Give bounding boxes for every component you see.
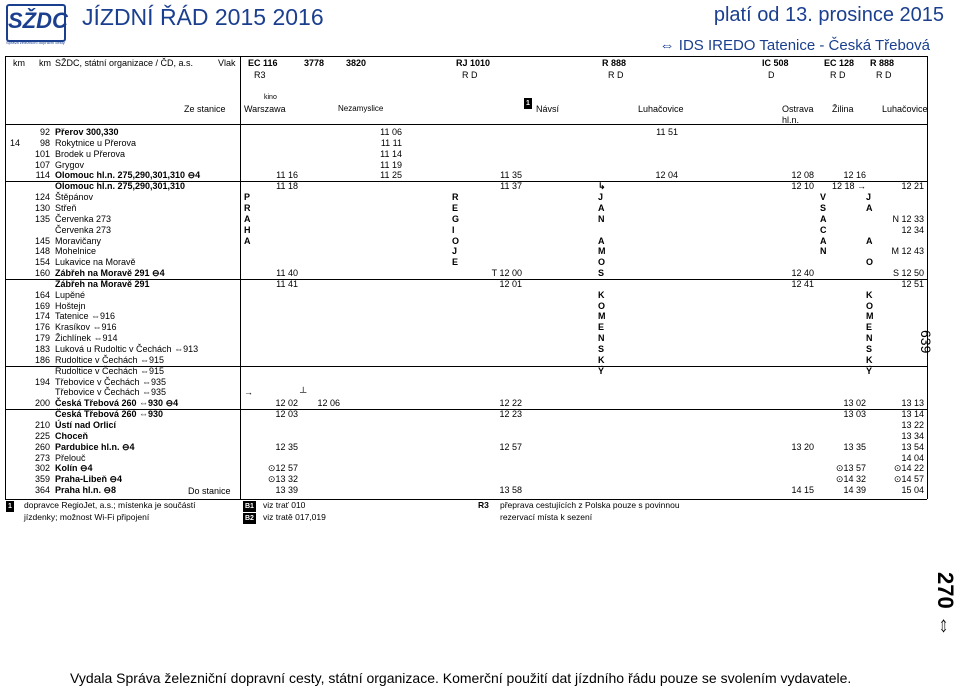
time-cell: A (820, 235, 827, 246)
station-name: Třebovice v Čechách ⇔935 (55, 387, 167, 398)
station-name: Třebovice v Čechách ⇔935 (55, 376, 167, 387)
from-station: Nezamyslice (338, 104, 384, 113)
station-name: Kolín ⊖4 (55, 463, 93, 474)
time-cell: 14 04 (901, 452, 924, 463)
time-cell: 11 14 (380, 148, 402, 159)
station-name: Choceň (55, 430, 89, 441)
time-cell: A (866, 235, 873, 246)
time-cell: S (598, 344, 605, 354)
time-cell: S 12 50 (892, 268, 924, 279)
train-header: R 888 (602, 58, 627, 68)
time-cell: 13 03 (843, 409, 866, 420)
train-header: EC 116 (248, 58, 278, 68)
time-cell: M (598, 246, 606, 257)
station-name: Tatenice ⇔916 (55, 311, 116, 322)
legend-r3-text-b: rezervací místa k sezení (500, 512, 593, 522)
time-cell: 12 04 (655, 170, 678, 181)
station-name: Praha-Libeň ⊖4 (55, 474, 123, 485)
time-cell: O (866, 300, 874, 311)
time-cell: 13 13 (901, 398, 924, 409)
time-cell: K (866, 354, 873, 365)
time-cell: 13 02 (843, 398, 866, 409)
time-cell: 11 51 (656, 127, 678, 137)
time-cell: A (598, 202, 605, 213)
time-cell: 13 54 (901, 441, 924, 452)
station-name: Olomouc hl.n. 275,290,301,310 ⊖4 (55, 170, 201, 181)
km-cell: 176 (34, 322, 50, 333)
km-cell: 101 (34, 148, 50, 159)
time-cell: G (452, 213, 460, 224)
time-cell: 12 03 (275, 409, 298, 420)
time-cell: A (866, 202, 873, 213)
time-cell: 13 35 (843, 441, 866, 452)
from-station: Luhačovice (882, 104, 928, 114)
legend-1-text-b: jízdenky; možnost Wi-Fi připojení (24, 512, 150, 522)
km-cell: 179 (34, 333, 50, 344)
station-name: Žichlínek ⇔914 (55, 333, 118, 344)
station-name: Česká Třebová 260 ⇔930 ⊖4 (55, 398, 179, 409)
time-cell: A (244, 213, 251, 224)
train-category-marks: R D (462, 70, 478, 80)
time-cell: A (598, 235, 605, 246)
station-name: Česká Třebová 260 ⇔930 (55, 409, 164, 420)
legend-r3-text-a: přeprava cestujících z Polska pouze s povinnou (500, 500, 680, 510)
km-cell: 225 (34, 430, 50, 441)
publisher-footer: Vydala Správa železniční dopravní cesty, státní organizace. Komerční použití dat jízdního řádu pouze se svolením vydavatele. (70, 670, 852, 686)
note-1-marker: 1 (526, 100, 530, 107)
km-header-2: km (39, 58, 51, 68)
time-cell: 13 39 (275, 485, 298, 496)
time-cell: P (244, 192, 251, 203)
time-cell: N (598, 333, 605, 344)
time-cell: O (866, 257, 874, 268)
time-cell: 11 37 (500, 181, 522, 192)
station-name: Červenka 273 (55, 213, 112, 224)
station-name: Brodek u Přerova (55, 148, 126, 159)
station-name: Štěpánov (55, 192, 94, 203)
station-column-rule (240, 56, 241, 499)
page-title: JÍZDNÍ ŘÁD 2015 2016 (82, 4, 324, 30)
time-cell: O (598, 257, 606, 268)
station-name: Zábřeh na Moravě 291 ⊖4 (55, 268, 165, 279)
km-cell: 114 (35, 170, 50, 181)
szdc-logo: SŽDC (6, 4, 66, 42)
km-cell: 359 (34, 474, 50, 485)
station-name: Rudoltice v Čechách ⇔915 (55, 354, 165, 365)
time-cell: ⊙13 57 (835, 463, 866, 474)
station-name: Mohelnice (55, 246, 97, 257)
time-cell: 12 23 (499, 409, 522, 420)
time-cell: 13 22 (901, 419, 924, 430)
time-cell: Ý (598, 365, 605, 376)
time-cell: J (866, 192, 872, 203)
train-header: 3778 (304, 58, 325, 68)
train-category-marks: R3 (254, 70, 266, 80)
time-cell: 11 11 (380, 137, 402, 148)
legend-b2-marker: B2 (245, 515, 254, 522)
time-cell: 11 18 (276, 181, 298, 192)
km-cell: 174 (34, 311, 50, 322)
time-cell: 12 18 → (831, 181, 866, 192)
km-cell: 160 (34, 268, 50, 279)
time-cell: O (452, 235, 460, 246)
time-cell: M (598, 311, 606, 322)
time-cell: E (452, 202, 459, 213)
time-cell: 13 34 (901, 430, 924, 441)
train-header: R 888 (870, 58, 895, 68)
time-cell: C (820, 224, 827, 235)
time-cell: 12 35 (275, 441, 298, 452)
time-cell: S (598, 268, 605, 279)
from-station: Ostrava hl.n. (782, 104, 814, 125)
train-label: Vlak (218, 58, 236, 68)
legend-b2-text: viz tratě 017,019 (263, 512, 326, 522)
time-cell: E (866, 322, 873, 333)
from-station: Návsí (536, 104, 560, 114)
train-header: EC 128 (824, 58, 855, 68)
logo-subtitle: Správa železniční dopravní cesty (6, 40, 65, 45)
time-cell: 12 41 (791, 278, 814, 289)
time-cell: K (598, 354, 605, 365)
time-cell: 13 20 (791, 441, 814, 452)
legend-1-text-a: dopravce RegioJet, a.s.; místenka je součástí (24, 500, 196, 510)
train-header: 3820 (346, 58, 367, 68)
km-cell: 200 (34, 398, 50, 409)
time-cell: 12 01 (499, 278, 522, 289)
time-cell: R (244, 202, 251, 213)
time-cell: 12 34 (901, 224, 924, 235)
legend-b1-marker: B1 (245, 503, 254, 510)
station-name: Hoštejn (55, 300, 86, 311)
km-cell: 364 (34, 485, 50, 496)
time-cell: 14 15 (791, 485, 814, 496)
time-cell: N (598, 213, 605, 224)
time-cell: 14 39 (843, 485, 866, 496)
time-cell: A (244, 235, 251, 246)
time-cell: S (820, 202, 827, 213)
time-cell: 12 08 (791, 170, 814, 181)
time-cell: 15 04 (901, 485, 924, 496)
station-name: Ústí nad Orlicí (55, 419, 117, 430)
time-cell: A (820, 213, 827, 224)
time-cell: 13 58 (499, 485, 522, 496)
validity-date: platí od 13. prosince 2015 (713, 4, 944, 26)
time-cell: N (820, 246, 827, 257)
time-cell: 13 14 (901, 409, 924, 420)
km-cell: 14 (9, 137, 20, 148)
km-cell: 273 (34, 452, 50, 463)
table-right-rule (927, 56, 928, 499)
km-header: km (13, 58, 25, 68)
station-name: Červenka 273 (55, 224, 112, 235)
time-cell: 11 16 (276, 170, 298, 181)
legend-b1-text: viz trať 010 (263, 500, 306, 510)
km-cell: 186 (34, 354, 50, 365)
time-cell: ⊙12 57 (267, 463, 298, 474)
train-header: RJ 1010 (456, 58, 491, 68)
km-cell: 260 (34, 441, 50, 452)
table-top-rule (5, 56, 927, 57)
legend-r3-marker: R3 (478, 500, 489, 510)
time-cell: 12 10 (791, 181, 814, 192)
time-cell: S (866, 344, 873, 354)
train-header: IC 508 (762, 58, 789, 68)
time-cell: 12 22 (499, 398, 522, 409)
legend-1-marker: 1 (8, 503, 12, 510)
time-cell: ⊙14 32 (835, 474, 866, 485)
train-category-marks: R D (608, 70, 624, 80)
time-cell: 12 40 (791, 268, 814, 279)
km-cell: 92 (39, 127, 50, 137)
time-cell: 11 35 (500, 170, 522, 181)
station-name: Přerov 300,330 (55, 127, 119, 137)
time-cell: H (244, 224, 251, 235)
time-cell: 11 41 (276, 278, 298, 289)
km-cell: 124 (34, 192, 50, 203)
route-name: ⇔ IDS IREDO Tatenice - Česká Třebová (659, 37, 930, 54)
km-cell: 302 (34, 463, 50, 474)
time-cell: ┴ (300, 387, 307, 398)
time-cell: N 12 33 (892, 213, 924, 224)
time-cell: 11 25 (380, 170, 402, 181)
km-cell: 183 (34, 344, 50, 354)
from-station-label: Ze stanice (184, 104, 226, 114)
station-name: Střeň (55, 202, 77, 213)
from-station: Warszawa (244, 104, 286, 114)
time-cell: E (598, 322, 605, 333)
km-cell: 154 (34, 257, 50, 268)
km-cell: 135 (34, 213, 50, 224)
time-cell: E (452, 257, 459, 268)
side-page-number: 639 (918, 330, 934, 354)
time-cell: ⊙14 22 (893, 463, 924, 474)
station-name: Olomouc hl.n. 275,290,301,310 (55, 181, 186, 192)
station-name: Krasíkov ⇔916 (55, 322, 117, 333)
time-cell: K (866, 289, 873, 300)
km-cell: 210 (34, 419, 50, 430)
time-cell: → (244, 387, 253, 398)
station-name: Zábřeh na Moravě 291 (55, 278, 150, 289)
time-cell: 12 06 (317, 398, 340, 409)
time-cell: 11 19 (380, 159, 402, 170)
station-name: Moravičany (55, 235, 102, 246)
station-name: Lupěné (55, 289, 86, 300)
time-cell: 11 40 (276, 268, 298, 279)
time-cell: J (452, 246, 458, 257)
km-cell: 107 (34, 159, 50, 170)
station-name: Pardubice hl.n. ⊖4 (55, 441, 135, 452)
km-cell: 148 (34, 246, 50, 257)
from-station: Žilina (832, 104, 854, 114)
station-name: Rokytnice u Přerova (55, 137, 137, 148)
time-cell: 12 51 (901, 278, 924, 289)
time-cell: ↳ (598, 181, 606, 192)
station-name: Přelouč (55, 452, 86, 463)
time-cell: 11 06 (380, 127, 402, 137)
train-category-marks: R D (830, 70, 846, 80)
time-cell: J (598, 192, 604, 203)
time-cell: 12 57 (499, 441, 522, 452)
time-cell: 12 16 (843, 170, 866, 181)
kino-label: kino (264, 94, 277, 101)
train-category-marks: D (768, 70, 775, 80)
time-cell: M (866, 311, 874, 322)
km-cell: 130 (34, 202, 50, 213)
time-cell: T 12 00 (491, 268, 522, 279)
station-name: Lukavice na Moravě (55, 257, 136, 268)
time-cell: K (598, 289, 605, 300)
time-cell: M 12 43 (891, 246, 924, 257)
time-cell: ⊙14 57 (893, 474, 924, 485)
time-cell: ⊙13 32 (267, 474, 298, 485)
from-station: Luhačovice (638, 104, 684, 114)
km-cell: 98 (39, 137, 50, 148)
time-cell: R (452, 192, 459, 203)
time-cell: V (820, 192, 827, 203)
km-cell: 145 (34, 235, 50, 246)
side-table-number: 270 ⇔ (933, 572, 958, 637)
km-cell: 194 (34, 376, 50, 387)
km-cell: 169 (34, 300, 50, 311)
time-cell: 12 21 (901, 181, 924, 192)
station-name: Praha hl.n. ⊖8 (55, 485, 117, 496)
to-station-label: Do stanice (188, 486, 231, 496)
train-category-marks: R D (876, 70, 892, 80)
km-cell: 164 (34, 289, 50, 300)
time-cell: N (866, 333, 873, 344)
station-name: Grygov (55, 159, 85, 170)
time-cell: I (452, 224, 455, 235)
time-cell: Ý (866, 365, 873, 376)
time-cell: O (598, 300, 606, 311)
table-left-rule (5, 56, 6, 499)
station-name: Luková u Rudoltic v Čechách ⇔913 (55, 344, 199, 354)
operator-header: SŽDC, státní organizace / ČD, a.s. (55, 58, 194, 68)
station-name: Rudoltice v Čechách ⇔915 (55, 365, 165, 376)
time-cell: 12 02 (275, 398, 298, 409)
